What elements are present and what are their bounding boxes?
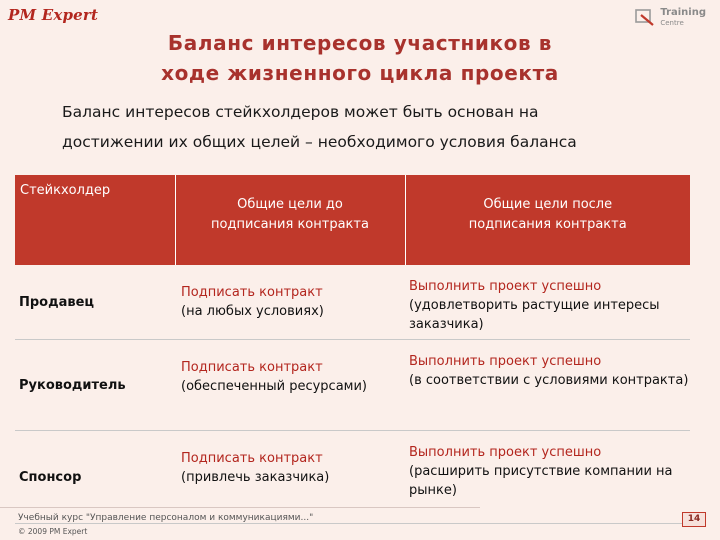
table-row — [15, 431, 690, 524]
row-role: Руководитель — [15, 340, 175, 431]
slide-title-line-2: ходе жизненного цикла проекта — [161, 61, 559, 85]
pm-expert-logo: PM Expert — [8, 6, 99, 24]
footer — [18, 512, 313, 538]
goal-after-note: (расширить присутствие компании на рынке) — [409, 464, 673, 498]
row-goal-before — [175, 431, 405, 524]
training-centre-icon — [635, 9, 655, 27]
goal-after-text: Выполнить проект успешно — [409, 279, 602, 294]
intro-line-2: достижении их общих целей – необходимого условия баланса — [62, 133, 577, 151]
row-goal-after — [405, 431, 690, 524]
logo-text-training: Training — [660, 7, 706, 18]
row-role: Спонсор — [15, 431, 175, 524]
row-goal-after — [405, 340, 690, 431]
footer-divider — [0, 507, 480, 508]
row-goal-after — [405, 265, 690, 340]
logo-text-centre: Centre — [660, 19, 684, 27]
goal-before-note: (привлечь заказчика) — [181, 470, 330, 485]
goal-after-note: (удовлетворить растущие интересы заказчика) — [409, 298, 660, 332]
intro-line-1: Баланс интересов стейкхолдеров может быть основан на — [62, 103, 539, 121]
header-stakeholder: Стейкхолдер — [15, 175, 175, 265]
header-goals-before-line-2: подписания контракта — [211, 217, 369, 232]
header-goals-after-line-2: подписания контракта — [468, 217, 627, 232]
goal-after-text: Выполнить проект успешно — [409, 354, 602, 369]
table-header-row — [15, 175, 690, 265]
goal-before-note: (на любых условиях) — [181, 304, 324, 319]
slide-title — [100, 28, 620, 88]
row-role: Продавец — [15, 265, 175, 340]
footer-copyright: © 2009 PM Expert — [18, 527, 88, 536]
table-row — [15, 340, 690, 431]
header-goals-after-line-1: Общие цели после — [483, 197, 613, 212]
header-goals-before — [175, 175, 405, 265]
stakeholder-goals-table — [15, 175, 690, 524]
row-goal-before — [175, 265, 405, 340]
header-goals-before-line-1: Общие цели до — [237, 197, 343, 212]
goal-before-text: Подписать контракт — [181, 451, 323, 466]
row-goal-before — [175, 340, 405, 431]
goal-before-text: Подписать контракт — [181, 285, 323, 300]
header-goals-after — [405, 175, 690, 265]
slide-title-line-1: Баланс интересов участников в — [167, 31, 553, 55]
table-row — [15, 265, 690, 340]
goal-after-text: Выполнить проект успешно — [409, 445, 602, 460]
intro-text — [62, 97, 682, 157]
goal-before-note: (обеспеченный ресурсами) — [181, 379, 367, 394]
goal-after-note: (в соответствии с условиями контракта) — [409, 373, 689, 388]
goal-before-text: Подписать контракт — [181, 360, 323, 375]
footer-course-name: Учебный курс "Управление персоналом и коммуникациями..." — [18, 513, 314, 523]
training-centre-logo — [635, 8, 706, 28]
page-number-badge: 14 — [682, 512, 706, 527]
